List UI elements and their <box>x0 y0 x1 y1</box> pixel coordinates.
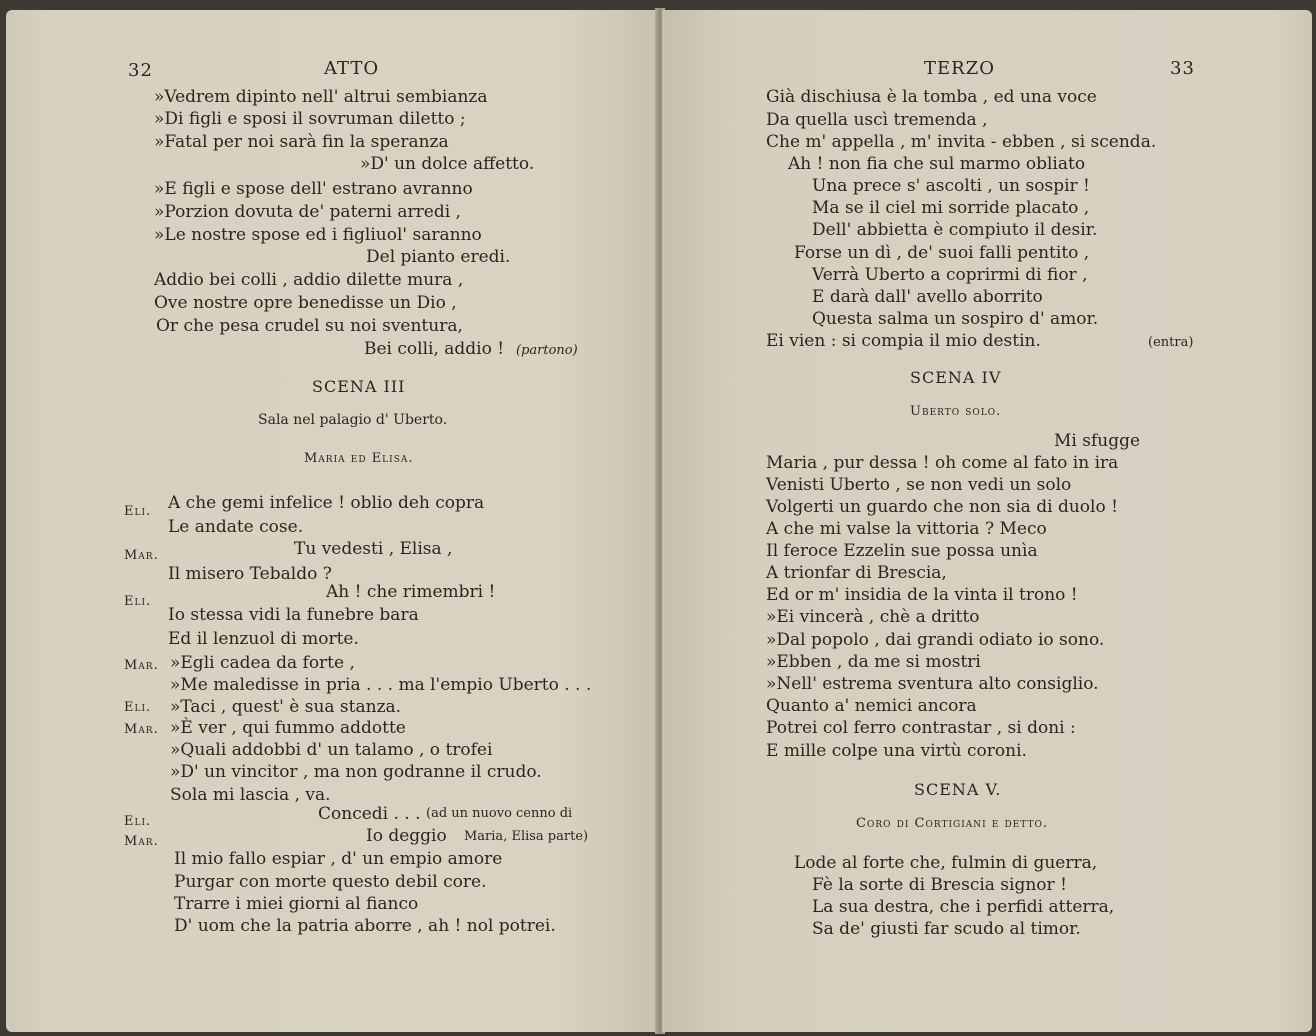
verse-line: La sua destra, che i perfidi atterra, <box>812 897 1115 917</box>
dialogue-line: »È ver , qui fummo addotte <box>170 718 406 738</box>
verse-line: A che mi valse la vittoria ? Meco <box>766 519 1047 539</box>
verse-line: »E figli e spose dell' estrano avranno <box>154 179 473 199</box>
scene-title: SCENA V. <box>914 780 1002 799</box>
dialogue-line: »Quali addobbi d' un talamo , o trofei <box>170 740 493 760</box>
right-page <box>662 10 1312 1032</box>
verse-line: Addio bei colli , addio dilette mura , <box>154 270 464 290</box>
verse-line: Ma se il ciel mi sorride placato , <box>812 198 1090 218</box>
verse-line: Bei colli, addio ! <box>364 339 505 359</box>
speaker-label: Eli. <box>124 700 152 715</box>
running-header-right: TERZO <box>924 58 995 79</box>
dialogue-line: Io deggio <box>366 826 447 846</box>
verse-line: Una prece s' ascolti , un sospir ! <box>812 176 1090 196</box>
verse-line: »D' un dolce affetto. <box>360 154 535 174</box>
verse-line: »Ei vincerà , chè a dritto <box>766 607 980 627</box>
speaker-label: Eli. <box>124 594 152 609</box>
verse-line: Maria , pur dessa ! oh come al fato in ira <box>766 453 1119 473</box>
stage-direction: (partono) <box>516 343 578 358</box>
verse-line: Potrei col ferro contrastar , si doni : <box>766 718 1076 738</box>
speaker-label: Mar. <box>124 548 159 563</box>
verse-line: Già dischiusa è la tomba , ed una voce <box>766 87 1097 107</box>
verse-line: »Di figli e sposi il sovruman diletto ; <box>154 109 466 129</box>
dialogue-line: D' uom che la patria aborre , ah ! nol potrei. <box>174 916 556 936</box>
speaker-label: Mar. <box>124 658 159 673</box>
speaker-label: Eli. <box>124 504 152 519</box>
verse-line: Sa de' giusti far scudo al timor. <box>812 919 1081 939</box>
speaker-label: Mar. <box>124 722 159 737</box>
scene-characters: Coro di Cortigiani e detto. <box>856 816 1048 831</box>
verse-line: »Dal popolo , dai grandi odiato io sono. <box>766 630 1105 650</box>
dialogue-line: A che gemi infelice ! oblio deh copra <box>168 493 485 513</box>
left-page <box>6 10 658 1032</box>
dialogue-line: »D' un vincitor , ma non godranne il crudo. <box>170 762 542 782</box>
verse-line: »Fatal per noi sarà fin la speranza <box>154 132 449 152</box>
dialogue-line: Purgar con morte questo debil core. <box>174 872 487 892</box>
verse-line: »Le nostre spose ed i figliuol' saranno <box>154 225 482 245</box>
scene-setting: Sala nel palagio d' Uberto. <box>258 412 448 428</box>
verse-line: Forse un dì , de' suoi falli pentito , <box>794 243 1090 263</box>
verse-line: E mille colpe una virtù coroni. <box>766 741 1027 761</box>
dialogue-line: Tu vedesti , Elisa , <box>294 539 453 559</box>
verse-line: »Porzion dovuta de' paterni arredi , <box>154 202 461 222</box>
verse-line: Questa salma un sospiro d' amor. <box>812 309 1099 329</box>
page-number-left: 32 <box>128 60 153 81</box>
verse-line: Ah ! non fia che sul marmo obliato <box>788 154 1086 174</box>
verse-line: »Vedrem dipinto nell' altrui sembianza <box>154 87 488 107</box>
scene-title: SCENA IV <box>910 368 1002 387</box>
dialogue-line: Ed il lenzuol di morte. <box>168 629 359 649</box>
dialogue-line: Le andate cose. <box>168 517 304 537</box>
dialogue-line: Concedi . . . <box>318 804 421 824</box>
verse-line: Ei vien : si compia il mio destin. <box>766 331 1041 351</box>
verse-line: Or che pesa crudel su noi sventura, <box>156 316 463 336</box>
dialogue-line: Ah ! che rimembri ! <box>326 582 496 602</box>
stage-direction: (ad un nuovo cenno di <box>426 806 573 821</box>
verse-line: »Nell' estrema sventura alto consiglio. <box>766 674 1099 694</box>
verse-line: Venisti Uberto , se non vedi un solo <box>766 475 1072 495</box>
dialogue-line: Il mio fallo espiar , d' un empio amore <box>174 849 503 869</box>
scene-characters: Maria ed Elisa. <box>304 451 414 466</box>
speaker-label: Mar. <box>124 834 159 849</box>
stage-direction: Maria, Elisa parte) <box>464 829 589 844</box>
scene-characters: Uberto solo. <box>910 404 1002 419</box>
dialogue-line: Io stessa vidi la funebre bara <box>168 605 419 625</box>
verse-line: Che m' appella , m' invita - ebben , si scenda. <box>766 132 1157 152</box>
verse-line: E darà dall' avello aborrito <box>812 287 1043 307</box>
dialogue-line: »Taci , quest' è sua stanza. <box>170 697 402 717</box>
dialogue-line: Sola mi lascia , va. <box>170 785 331 805</box>
speaker-label: Eli. <box>124 814 152 829</box>
verse-line: Verrà Uberto a coprirmi di fior , <box>812 265 1088 285</box>
verse-line: Ed or m' insidia de la vinta il trono ! <box>766 585 1078 605</box>
verse-line: Lode al forte che, fulmin di guerra, <box>794 853 1098 873</box>
verse-line: Dell' abbietta è compiuto il desir. <box>812 220 1098 240</box>
dialogue-line: »Me maledisse in pria . . . ma l'empio Uberto . . . <box>170 675 592 695</box>
verse-line: Fè la sorte di Brescia signor ! <box>812 875 1067 895</box>
verse-line: Il feroce Ezzelin sue possa unìa <box>766 541 1038 561</box>
verse-line: Ove nostre opre benedisse un Dio , <box>154 293 457 313</box>
dialogue-line: Il misero Tebaldo ? <box>168 564 332 584</box>
verse-line: Da quella uscì tremenda , <box>766 110 988 130</box>
verse-line: A trionfar di Brescia, <box>766 563 947 583</box>
stage-direction: (entra) <box>1148 335 1194 350</box>
verse-line: Mi sfugge <box>1054 431 1141 451</box>
page-number-right: 33 <box>1170 58 1195 79</box>
verse-line: »Ebben , da me si mostri <box>766 652 981 672</box>
verse-line: Volgerti un guardo che non sia di duolo ! <box>766 497 1118 517</box>
dialogue-line: Trarre i miei giorni al fianco <box>174 894 419 914</box>
verse-line: Quanto a' nemici ancora <box>766 696 977 716</box>
verse-line: Del pianto eredi. <box>366 247 511 267</box>
dialogue-line: »Egli cadea da forte , <box>170 653 355 673</box>
running-header-left: ATTO <box>324 58 380 79</box>
scene-title: SCENA III <box>312 377 406 396</box>
